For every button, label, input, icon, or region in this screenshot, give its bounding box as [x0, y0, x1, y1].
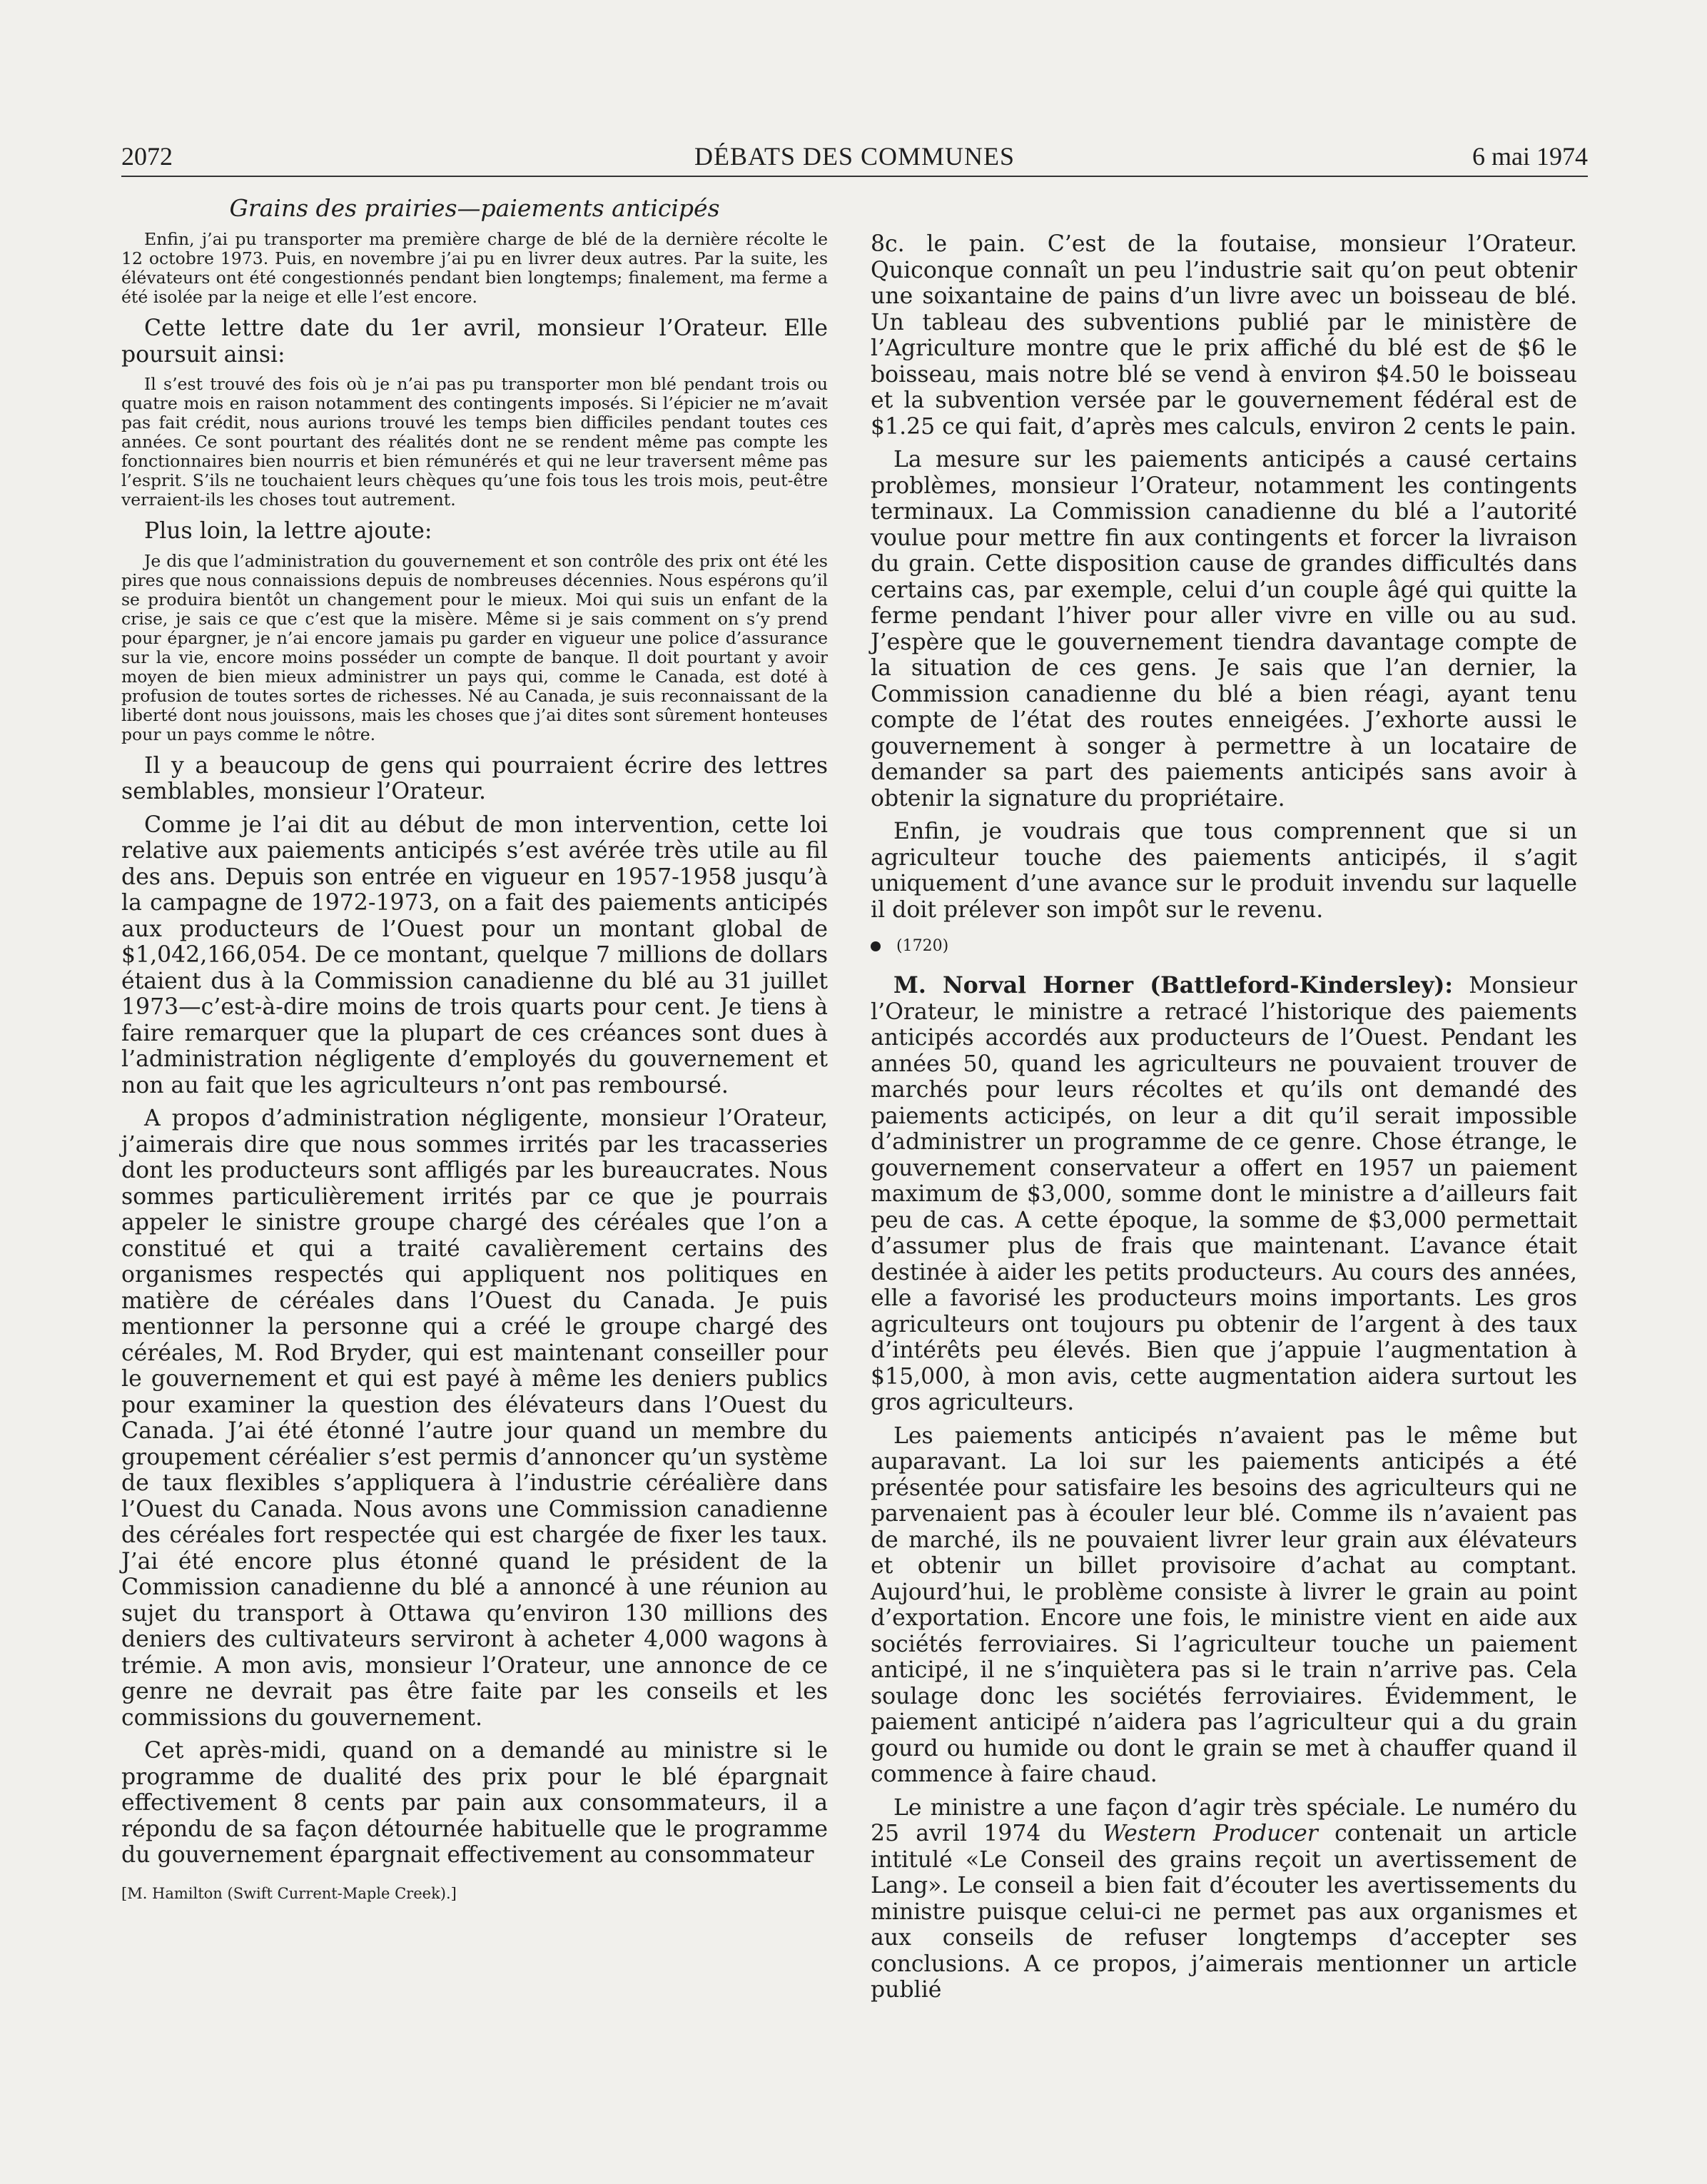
page-number: 2072 — [121, 142, 173, 171]
left-column — [121, 193, 828, 1904]
speaker-name: M. Norval Horner (Battleford-Kindersley): — [893, 972, 1454, 999]
time-stamp — [871, 936, 1577, 957]
paragraph: Comme je l’ai dit au début de mon intervention, cette loi relative aux paiements anticipés s’est avérée très utile au fil des ans. Depuis son entrée en vigueur en 1957-1958 jusqu’à la campagne de 1972-1973, on a fait des paiements anticipés aux producteurs de l’Ouest pour un montant global de $1,042,166,054. De ce montant, quelque 7 millions de dollars étaient dus à la Commission canadienne du blé au 31 juillet 1973—c’est-à-dire moins de trois quarts pour cent. Je tiens à faire remarquer que la plupart de ces créances sont dues à l’administration négligente d’employés du gouvernement et non au fait que les agriculteurs n’ont pas remboursé. — [121, 812, 828, 1098]
paragraph: Enfin, je voudrais que tous comprennent que si un agriculteur touche des paiements anticipés, il s’agit uniquement d’une avance sur le produit invendu sur laquelle il doit prélever son impôt sur le revenu. — [871, 819, 1577, 923]
paragraph: La mesure sur les paiements anticipés a causé certains problèmes, monsieur l’Orateur, notamment les contingents terminaux. La Commission canadienne du blé a l’autorité voulue pour mettre fin aux contingents et forcer la livraison du grain. Cette disposition cause de grandes difficultés dans certains cas, par exemple, celui d’un couple âgé qui quitte la ferme pendant l’hiver pour aller vivre en ville ou au sud. J’espère que le gouvernement tiendra davantage compte de la situation de ces gens. Je sais que l’an dernier, la Commission canadienne du blé a bien réagi, ayant tenu compte de l’état des routes enneigées. J’exhorte aussi le gouvernement à songer à permettre à un locataire de demander sa part des paiements anticipés sans avoir à obtenir la signature du propriétaire. — [871, 447, 1577, 812]
speaker-text: Monsieur l’Orateur, le ministre a retracé l’historique des paiements anticipés accordés aux producteurs de l’Ouest. Pendant les années 50, quand les agriculteurs ne pouvaient trouver de marchés pour leurs récoltes et qu’ils ont demandé des paiements acticipés, on leur a dit qu’il serait impossible d’administrer un programme de ce genre. Chose étrange, le gouvernement conservateur a offert en 1957 un paiement maximum de $3,000, somme dont le ministre a d’ailleurs fait peu de cas. A cette époque, la somme de $3,000 permettait d’assumer plus de frais que maintenant. L’avance était destinée à aider les petits producteurs. Au cours des années, elle a favorisé les producteurs moins importants. Les gros agriculteurs ont toujours pu obtenir de l’argent à des taux d’intérêts peu élevés. Bien que j’appuie l’augmentation à $15,000, à mon avis, cette augmentation aidera surtout les gros agriculteurs. — [871, 973, 1577, 1415]
issue-date: 6 mai 1974 — [1472, 142, 1588, 171]
time-stamp-text: (1720) — [896, 937, 949, 955]
paragraph-text: contenait un article intitulé «Le Conseil des grains reçoit un avertissement de Lang». Le conseil a bien fait d’écouter les avertissements du ministre puisque celui-ci ne permet pas aux organismes et aux conseils de refuser longtemps d’accepter ses conclusions. A ce propos, j’aimerais mentionner un article publié — [871, 1821, 1577, 2003]
speaker-attribution: [M. Hamilton (Swift Current-Maple Creek).] — [121, 1884, 457, 1902]
publication-name: Western Producer — [1103, 1821, 1318, 1846]
paragraph: Cet après-midi, quand on a demandé au ministre si le programme de dualité des prix pour le blé épargnait effectivement 8 cents par pain aux consommateurs, il a répondu de sa façon détournée habituelle que le programme du gouvernement épargnait effectivement au consommateur — [121, 1738, 828, 1868]
letter-quote-1: Enfin, j’ai pu transporter ma première charge de blé de la dernière récolte le 12 octobre 1973. Puis, en novembre j’ai pu en livrer deux autres. Par la suite, les élévateurs ont été congestionnés pendant bien longtemps; finalement, ma ferme a été isolée par la neige et elle l’est encore. — [121, 229, 828, 307]
bullet-icon — [871, 941, 881, 951]
publication-title: DÉBATS DES COMMUNES — [694, 142, 1015, 171]
paragraph-intro-3: Plus loin, la lettre ajoute: — [144, 518, 432, 544]
section-subhead: Grains des prairies—paiements anticipés — [229, 194, 720, 222]
paragraph — [871, 1795, 1577, 2003]
paragraph: Les paiements anticipés n’avaient pas le même but auparavant. La loi sur les paiements anticipés a été présentée pour satisfaire les besoins des agriculteurs qui ne parvenaient pas à écouler leur blé. Comme ils n’avaient pas de marché, ils ne pouvaient livrer leur grain aux élévateurs et obtenir un billet provisoire d’achat au comptant. Aujourd’hui, le problème consiste à livrer le grain au point d’exportation. Encore une fois, le ministre vient en aide aux sociétés ferroviaires. Si l’agriculteur touche un paiement anticipé, il ne s’inquiètera pas si le train n’arrive pas. Cela soulage donc les sociétés ferroviaires. Évidemment, le paiement anticipé n’aidera pas l’agriculteur qui a du grain gourd ou humide ou dont le grain se met à chauffer quand il commence à faire chaud. — [871, 1422, 1577, 1787]
page-header — [121, 140, 1588, 177]
paragraph: 8c. le pain. C’est de la foutaise, monsieur l’Orateur. Quiconque connaît un peu l’industrie sait qu’on peut obtenir une soixantaine de pains d’un livre avec un boisseau de blé. Un tableau des subventions publié par le ministère de l’Agriculture montre que le prix affiché du blé est de $6 le boisseau, mais notre blé se vend à environ $4.50 le boisseau et la subvention versée par le gouvernement fédéral est de $1.25 ce qui fait, d’après mes calculs, environ 2 cents le pain. — [871, 231, 1577, 440]
right-column — [871, 231, 1577, 2011]
paragraph-text: Le ministre a une façon d’agir très spéciale. Le numéro du 25 avril 1974 du — [871, 1794, 1577, 1846]
paragraph: A propos d’administration négligente, monsieur l’Orateur, j’aimerais dire que nous sommes irrités par les tracasseries dont les producteurs sont affligés par les bureaucrates. Nous sommes particulièrement irrités par ce que je pourrais appeler le sinistre groupe chargé des céréales que l’on a constitué et qui a traité cavalièrement certains des organismes respectés qui appliquent nos politiques en matière de céréales dans l’Ouest du Canada. Je puis mentionner la personne qui a créé le groupe chargé des céréales, M. Rod Bryder, qui est maintenant conseiller pour le gouvernement et qui est payé à même les deniers publics pour examiner la question des élévateurs dans l’Ouest du Canada. J’ai été étonné l’autre jour quand un membre du groupement céréalier s’est permis d’annoncer qu’un système de taux flexibles s’appliquera à l’industrie céréalière dans l’Ouest du Canada. Nous avons une Commission canadienne des céréales fort respectée qui est chargée de fixer les taux. J’ai été encore plus étonné quand le président de la Commission canadienne du blé a annoncé à une réunion au sujet du transport à Ottawa qu’environ 130 millions des deniers des cultivateurs serviront à acheter 4,000 wagons à trémie. A mon avis, monsieur l’Orateur, une annonce de ce genre ne devrait pas être faite par les conseils et les commissions du gouvernement. — [121, 1106, 828, 1731]
letter-quote-3: Je dis que l’administration du gouvernement et son contrôle des prix ont été les pires que nous connaissions depuis de nombreuses décennies. Nous espérons qu’il se produira bientôt un changement pour le mieux. Moi qui suis un enfant de la crise, je sais ce que c’est que la misère. Même si je sais comment on s’y prend pour épargner, je n’ai encore jamais pu garder en vigueur une police d’assurance sur la vie, encore moins posséder un compte de banque. Il doit pourtant y avoir moyen de bien mieux administrer un pays qui, comme le Canada, est doté à profusion de toutes sortes de richesses. Né au Canada, je suis reconnaissant de la liberté dont nous jouissons, mais les choses que j’ai dites sont sûrement honteuses pour un pays comme le nôtre. — [121, 550, 828, 744]
paragraph: Il y a beaucoup de gens qui pourraient écrire des lettres semblables, monsieur l’Orateur. — [121, 752, 828, 804]
letter-quote-2: Il s’est trouvé des fois où je n’ai pas pu transporter mon blé pendant trois ou quatre mois en raison notamment des contingents imposés. Si l’épicier ne m’avait pas fait crédit, nous aurions trouvé les temps bien difficiles pendant toutes ces années. Ce sont pourtant des réalités dont ne se rendent même pas compte les fonctionnaires bien nourris et bien rémunérés et qui ne leur traversent même pas l’esprit. S’ils ne touchaient leurs chèques qu’une fois tous les trois mois, peut-être verraient-ils les choses tout autrement. — [121, 374, 828, 510]
paragraph-intro-2: Cette lettre date du 1er avril, monsieur l’Orateur. Elle poursuit ainsi: — [121, 315, 828, 368]
speaker-paragraph — [871, 973, 1577, 1416]
